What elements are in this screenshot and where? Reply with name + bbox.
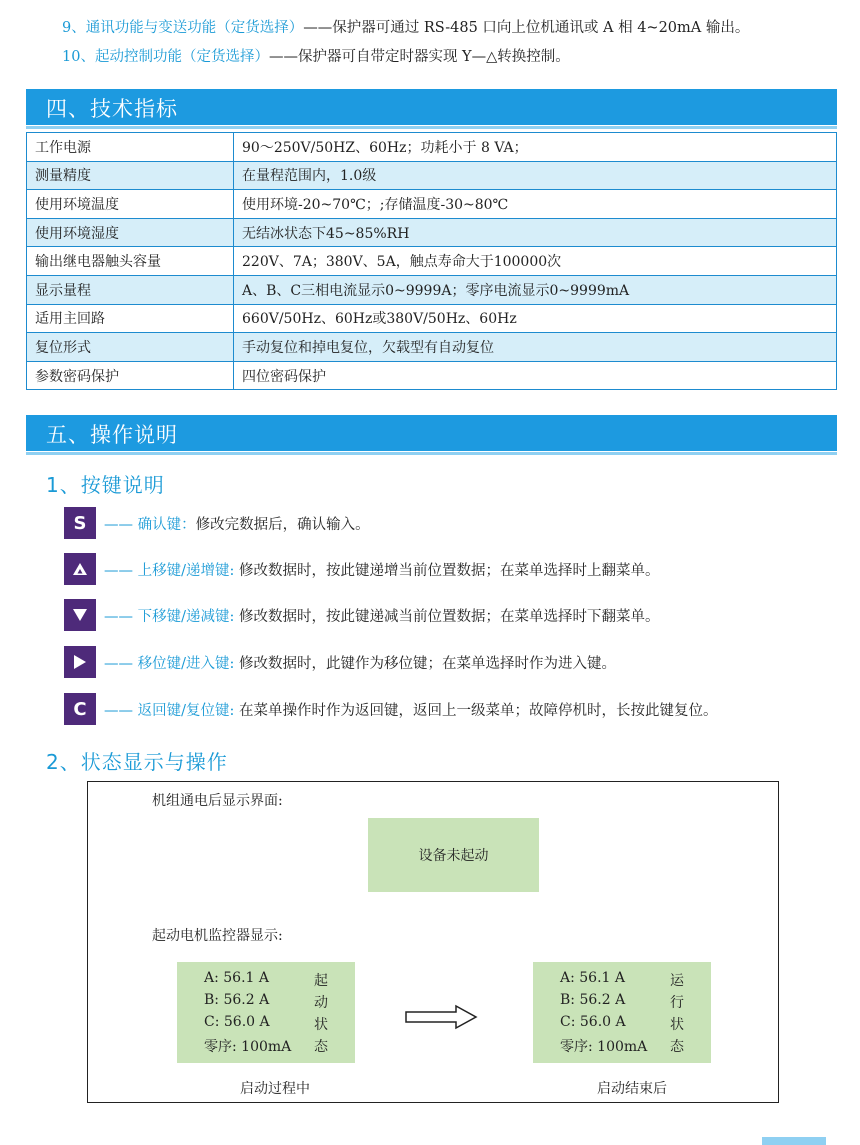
zero-seq-reading: 零序: 100mA — [204, 1039, 292, 1055]
idle-display: 设备未起动 — [368, 818, 539, 892]
feature-line-communication: 9、通讯功能与变送功能（定货选择）——保护器可通过 RS-485 口向上位机通讯或 A 相 4~20mA 输出。 — [62, 20, 750, 36]
section-title: 四、技术指标 — [46, 97, 178, 121]
state-char: 运 — [670, 973, 684, 989]
key-row-up: —— 上移键/递增键: 修改数据时，按此键递增当前位置数据；在菜单选择时上翻菜单。 — [64, 553, 844, 585]
key-row-down: —— 下移键/递减键: 修改数据时，按此键递减当前位置数据；在菜单选择时下翻菜单。 — [64, 599, 844, 631]
status-subtitle: 2、状态显示与操作 — [46, 750, 228, 774]
table-row: 测量精度 在量程范围内，1.0级 — [27, 161, 837, 190]
spec-table — [26, 132, 837, 390]
caption-running: 启动结束后 — [597, 1081, 667, 1097]
state-char: 行 — [670, 995, 684, 1011]
state-char: 动 — [314, 995, 328, 1011]
section-title: 五、操作说明 — [46, 423, 178, 447]
right-key-icon — [64, 646, 96, 678]
caption-starting: 启动过程中 — [240, 1081, 310, 1097]
section-stripe — [26, 452, 837, 455]
arrow-right-icon — [404, 1004, 478, 1030]
state-char: 起 — [314, 973, 328, 989]
zero-seq-reading: 零序: 100mA — [560, 1039, 648, 1055]
table-row: 使用环境湿度 无结冰状态下45~85%RH — [27, 218, 837, 247]
page-tab — [762, 1137, 826, 1145]
state-char: 状 — [670, 1017, 684, 1033]
phase-c-reading: C: 56.0 A — [560, 1014, 626, 1030]
section-header-specs — [26, 89, 837, 125]
key-row-shift: —— 移位键/进入键: 修改数据时，此键作为移位键；在菜单选择时作为进入键。 — [64, 646, 844, 678]
poweron-label: 机组通电后显示界面: — [152, 793, 283, 809]
s-key-icon: S — [64, 507, 96, 539]
c-key-icon: C — [64, 693, 96, 725]
phase-c-reading: C: 56.0 A — [204, 1014, 270, 1030]
phase-b-reading: B: 56.2 A — [560, 992, 626, 1008]
table-row: 显示量程 A、B、C三相电流显示0~9999A；零序电流显示0~9999mA — [27, 275, 837, 304]
state-char: 态 — [670, 1039, 684, 1055]
section-stripe — [26, 126, 837, 129]
lcd-running — [533, 962, 711, 1063]
key-row-return: C —— 返回键/复位键: 在菜单操作时作为返回键，返回上一级菜单；故障停机时，长按此键复位。 — [64, 693, 844, 725]
state-char: 状 — [314, 1017, 328, 1033]
phase-b-reading: B: 56.2 A — [204, 992, 270, 1008]
phase-a-reading: A: 56.1 A — [560, 970, 626, 986]
feature-line-start-control: 10、起动控制功能（定货选择）——保护器可自带定时器实现 Y—△转换控制。 — [62, 49, 570, 65]
keys-subtitle: 1、按键说明 — [46, 473, 165, 497]
table-row: 参数密码保护 四位密码保护 — [27, 361, 837, 390]
monitor-label: 起动电机监控器显示: — [152, 928, 283, 944]
up-key-icon — [64, 553, 96, 585]
table-row: 工作电源 90～250V/50HZ、60Hz；功耗小于 8 VA； — [27, 133, 837, 162]
lcd-starting — [177, 962, 355, 1063]
table-row: 输出继电器触头容量 220V、7A；380V、5A，触点寿命大于100000次 — [27, 247, 837, 276]
state-char: 态 — [314, 1039, 328, 1055]
table-row: 适用主回路 660V/50Hz、60Hz或380V/50Hz、60Hz — [27, 304, 837, 333]
table-row: 使用环境温度 使用环境-20~70℃；;存储温度-30~80℃ — [27, 190, 837, 219]
table-row: 复位形式 手动复位和掉电复位，欠载型有自动复位 — [27, 333, 837, 362]
down-key-icon — [64, 599, 96, 631]
section-header-operation — [26, 415, 837, 451]
key-row-confirm: S —— 确认键：修改完数据后，确认输入。 — [64, 507, 844, 539]
phase-a-reading: A: 56.1 A — [204, 970, 270, 986]
